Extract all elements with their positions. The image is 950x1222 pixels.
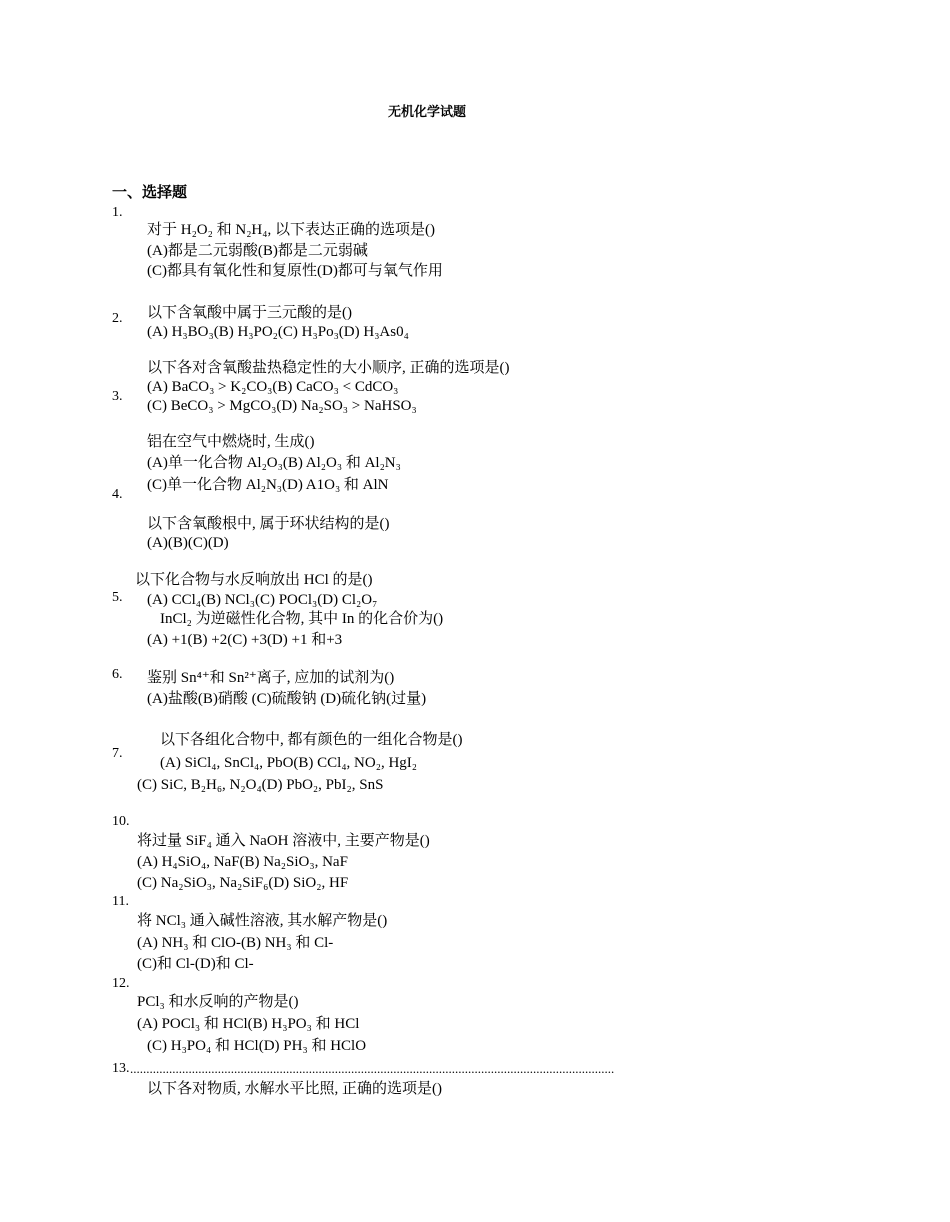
question-number-5: 5. (112, 590, 123, 605)
question-10-options-ab: (A) H₄SiO₄, NaF(B) Na₂SiO₃, NaF (137, 854, 348, 870)
question-6-stem: 鉴别 Sn⁴⁺和 Sn²⁺离子, 应加的试剂为() (147, 670, 395, 686)
question-2-stem: 以下含氧酸中属于三元酸的是() (147, 305, 352, 321)
question-12-options-cd: (C) H₃PO₄ 和 HCl(D) PH₃ 和 HClO (147, 1038, 367, 1054)
question-number-10: 10. (112, 814, 130, 829)
question-4b-stem: 以下含氧酸根中, 属于环状结构的是() (147, 516, 390, 532)
question-7-options-ab: (A) SiCl₄, SnCl₄, PbO(B) CCl₄, NO₂, HgI₂ (160, 755, 418, 771)
question-5b-options: (A) +1(B) +2(C) +3(D) +1 和+3 (147, 632, 343, 648)
question-6-options: (A)盐酸(B)硝酸 (C)硫酸钠 (D)硫化钠(过量) (147, 691, 427, 707)
question-11-options-cd: (C)和 Cl-(D)和 Cl- (137, 956, 254, 972)
question-4-stem: 铝在空气中燃烧时, 生成() (147, 434, 315, 450)
question-3-options-ab: (A) BaCO₃ > K₂CO₃(B) CaCO₃ < CdCO₃ (147, 379, 399, 395)
question-2-options: (A) H₃BO₃(B) H₃PO₂(C) H₃Po₃(D) H₃As0₄ (147, 324, 409, 340)
question-11-options-ab: (A) NH₃ 和 ClO-(B) NH₃ 和 Cl- (137, 935, 334, 951)
question-3-stem: 以下各对含氧酸盐热稳定性的大小顺序, 正确的选项是() (147, 360, 510, 376)
question-1-options-ab: (A)都是二元弱酸(B)都是二元弱碱 (147, 243, 368, 259)
question-number-7: 7. (112, 746, 123, 761)
question-number-13: 13. (112, 1061, 130, 1076)
question-10-options-cd: (C) Na₂SiO₃, Na₂SiF₆(D) SiO₂, HF (137, 875, 349, 891)
question-1-options-cd: (C)都具有氧化性和复原性(D)都可与氧气作用 (147, 263, 443, 279)
question-5-stem: 以下化合物与水反响放出 HCl 的是() (135, 572, 373, 588)
question-4-options-cd: (C)单一化合物 Al₂N₃(D) A1O₃ 和 AlN (147, 477, 389, 493)
question-5b-stem: InCl₂ 为逆磁性化合物, 其中 In 的化合价为() (160, 611, 444, 627)
question-4-options-ab: (A)单一化合物 Al₂O₃(B) Al₂O₃ 和 Al₂N₃ (147, 455, 401, 471)
question-4b-options: (A)(B)(C)(D) (147, 535, 229, 551)
question-13-stem: 以下各对物质, 水解水平比照, 正确的选项是() (147, 1081, 442, 1097)
question-number-11: 11. (112, 894, 129, 909)
question-7-options-cd: (C) SiC, B₂H₆, N₂O₄(D) PbO₂, PbI₂, SnS (137, 777, 384, 793)
question-number-4: 4. (112, 487, 123, 502)
question-10-stem: 将过量 SiF₄ 通入 NaOH 溶液中, 主要产物是() (137, 833, 430, 849)
question-11-stem: 将 NCl₃ 通入碱性溶液, 其水解产物是() (137, 913, 388, 929)
question-number-3: 3. (112, 389, 123, 404)
question-3-options-cd: (C) BeCO₃ > MgCO₃(D) Na₂SO₃ > NaHSO₃ (147, 398, 417, 414)
question-number-1: 1. (112, 205, 123, 220)
document-title: 无机化学试题 (388, 105, 467, 120)
section-title: 一、选择题 (112, 183, 188, 201)
question-5-options: (A) CCl₄(B) NCl₃(C) POCl₃(D) Cl₂O₇ (147, 592, 378, 608)
question-13-dot-leader: ..................................................................................................................................................... (130, 1061, 615, 1076)
question-12-stem: PCl₃ 和水反响的产物是() (137, 994, 299, 1010)
question-7-stem: 以下各组化合物中, 都有颜色的一组化合物是() (160, 732, 463, 748)
question-number-6: 6. (112, 667, 123, 682)
question-number-2: 2. (112, 311, 123, 326)
question-1-stem: 对于 H₂O₂ 和 N₂H₄, 以下表达正确的选项是() (147, 222, 435, 238)
question-12-options-ab: (A) POCl₃ 和 HCl(B) H₃PO₃ 和 HCl (137, 1016, 360, 1032)
question-number-12: 12. (112, 976, 130, 991)
